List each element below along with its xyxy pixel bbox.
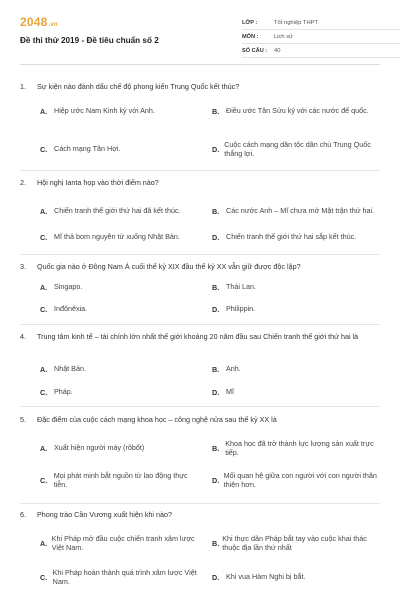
question-divider <box>20 324 380 325</box>
question-number: 1. <box>20 82 26 91</box>
question-text: Quốc gia nào ở Đông Nam Á cuối thế kỷ XIX đầu thế kỷ XX vẫn giữ được độc lập? <box>37 262 301 271</box>
option-text: Chiến tranh thế giới thứ hai sắp kết thúc. <box>226 232 357 242</box>
option-text: Điều ước Tân Sửu ký với các nước đế quốc. <box>226 106 369 116</box>
question-number: 6. <box>20 510 26 519</box>
option-text: Khi thực dân Pháp bắt tay vào cuộc khai thác thuộc địa lần thứ nhất <box>222 533 367 552</box>
option-c[interactable] <box>40 228 200 246</box>
question-stem <box>20 415 380 425</box>
meta-value: Lịch sử <box>274 33 294 40</box>
option-c[interactable] <box>40 300 200 318</box>
option-d[interactable] <box>212 300 380 318</box>
option-d[interactable] <box>212 566 380 588</box>
option-letter: D. <box>212 475 220 485</box>
meta-label: LỚP : <box>242 19 258 26</box>
meta-row-subject <box>242 30 400 44</box>
question-text: Đặc điểm của cuộc cách mạng khoa học – công nghệ nửa sau thế kỷ XX là <box>37 415 277 424</box>
option-a[interactable] <box>40 437 200 459</box>
question-number: 4. <box>20 332 26 341</box>
option-text: Các nước Anh – Mĩ chưa mở Mặt trận thứ hai. <box>226 206 375 216</box>
site-logo[interactable] <box>20 15 58 29</box>
option-a[interactable] <box>40 278 200 296</box>
option-text: Thái Lan. <box>226 282 256 292</box>
question-number: 5. <box>20 415 26 424</box>
option-text: Cách mạng Tân Hợi. <box>54 144 121 154</box>
option-text: Mọi phát minh bắt nguồn từ lao động thực tiễn. <box>53 470 188 489</box>
option-letter: C. <box>40 572 48 582</box>
logo-text: 2048 <box>20 15 48 29</box>
option-letter: B. <box>212 206 220 216</box>
option-text: Khi Pháp mở đầu cuộc chiến tranh xâm lược Việt Nam. <box>51 533 195 552</box>
option-a[interactable] <box>40 360 200 378</box>
option-text: Mĩ <box>226 387 234 397</box>
option-text: Pháp. <box>54 387 73 397</box>
option-letter: A. <box>40 106 48 116</box>
option-b[interactable] <box>212 100 380 122</box>
option-letter: C. <box>40 144 48 154</box>
question-1 <box>20 82 380 158</box>
question-number: 2. <box>20 178 26 187</box>
question-number: 3. <box>20 262 26 271</box>
option-d[interactable] <box>212 228 380 246</box>
question-6 <box>20 510 380 586</box>
question-text: Sự kiện nào đánh dấu chế độ phong kiến Trung Quốc kết thúc? <box>37 82 240 91</box>
question-text: Hội nghị Ianta họp vào thời điểm nào? <box>37 178 159 187</box>
question-stem <box>20 178 380 188</box>
option-text: Hiệp ước Nam Kinh ký với Anh. <box>54 106 155 116</box>
option-letter: D. <box>212 144 220 154</box>
question-divider <box>20 406 380 407</box>
option-letter: B. <box>212 538 220 548</box>
option-a[interactable] <box>40 532 200 554</box>
option-text: Anh. <box>226 364 241 374</box>
option-d[interactable] <box>212 383 380 401</box>
option-text: Chiến tranh thế giới thứ hai đã kết thúc. <box>54 206 181 216</box>
question-stem <box>20 332 370 342</box>
option-letter: A. <box>40 364 48 374</box>
option-letter: A. <box>40 443 48 453</box>
option-text: Singapo. <box>54 282 83 292</box>
option-b[interactable] <box>212 278 380 296</box>
option-text: Cuộc cách mạng dân tộc dân chủ Trung Quốc thắng lợi. <box>224 139 371 158</box>
option-b[interactable] <box>212 532 380 554</box>
meta-value: Tốt nghiệp THPT <box>274 19 319 26</box>
option-d[interactable] <box>212 469 380 491</box>
meta-row-class <box>242 16 400 30</box>
exam-title: Đề thi thử 2019 - Đề tiêu chuẩn số 2 <box>20 36 159 45</box>
question-2 <box>20 178 380 242</box>
option-a[interactable] <box>40 100 200 122</box>
option-text: Khoa học đã trở thành lực lượng sản xuất trực tiếp. <box>225 438 374 457</box>
option-d[interactable] <box>212 138 380 160</box>
question-divider <box>20 170 380 171</box>
option-c[interactable] <box>40 138 200 160</box>
option-letter: B. <box>212 106 220 116</box>
option-text: Mĩ thả bom nguyên tử xuống Nhật Bản. <box>54 232 180 242</box>
question-stem <box>20 262 380 272</box>
option-letter: A. <box>40 206 48 216</box>
header-divider <box>20 64 380 65</box>
option-letter: C. <box>40 387 48 397</box>
option-text: Khi vua Hàm Nghi bị bắt. <box>226 572 306 582</box>
meta-row-count <box>242 44 400 58</box>
meta-value: 40 <box>274 47 281 54</box>
option-text: Mối quan hệ giữa con người với con người thân thiện hơn. <box>223 470 377 489</box>
option-b[interactable] <box>212 360 380 378</box>
option-letter: D. <box>212 304 220 314</box>
option-text: Xuất hiện người máy (rôbốt) <box>54 443 145 453</box>
option-b[interactable] <box>212 200 380 222</box>
meta-label: MÔN : <box>242 33 259 40</box>
option-text: Philippin. <box>226 304 256 314</box>
exam-meta <box>242 16 400 58</box>
option-c[interactable] <box>40 383 200 401</box>
question-text: Phong trào Cần Vương xuất hiện khi nào? <box>37 510 172 519</box>
question-text: Trung tâm kinh tế – tài chính lớn nhất thế giới khoảng 20 năm đầu sau Chiến tranh thế giới thứ hai là <box>37 332 359 341</box>
option-letter: C. <box>40 475 48 485</box>
question-5 <box>20 415 380 489</box>
option-a[interactable] <box>40 200 200 222</box>
question-3 <box>20 262 380 314</box>
option-letter: B. <box>212 443 220 453</box>
option-letter: C. <box>40 232 48 242</box>
option-letter: D. <box>212 232 220 242</box>
option-c[interactable] <box>40 469 200 491</box>
logo-suffix: .vn <box>48 22 58 28</box>
option-text: Inđônêxia. <box>54 304 88 314</box>
option-letter: B. <box>212 282 220 292</box>
question-divider <box>20 503 380 504</box>
option-letter: A. <box>40 282 48 292</box>
question-stem <box>20 82 380 92</box>
option-text: Khi Pháp hoàn thành quá trình xâm lược Việt Nam. <box>52 567 197 586</box>
option-letter: D. <box>212 572 220 582</box>
option-letter: D. <box>212 387 220 397</box>
exam-header <box>20 10 382 62</box>
option-c[interactable] <box>40 566 200 588</box>
option-b[interactable] <box>212 437 380 459</box>
option-text: Nhật Bản. <box>54 364 86 374</box>
option-letter: A. <box>40 538 48 548</box>
question-4 <box>20 332 380 397</box>
meta-label: SỐ CÂU : <box>242 47 268 54</box>
question-stem <box>20 510 380 520</box>
option-letter: C. <box>40 304 48 314</box>
question-divider <box>20 254 380 255</box>
option-letter: B. <box>212 364 220 374</box>
